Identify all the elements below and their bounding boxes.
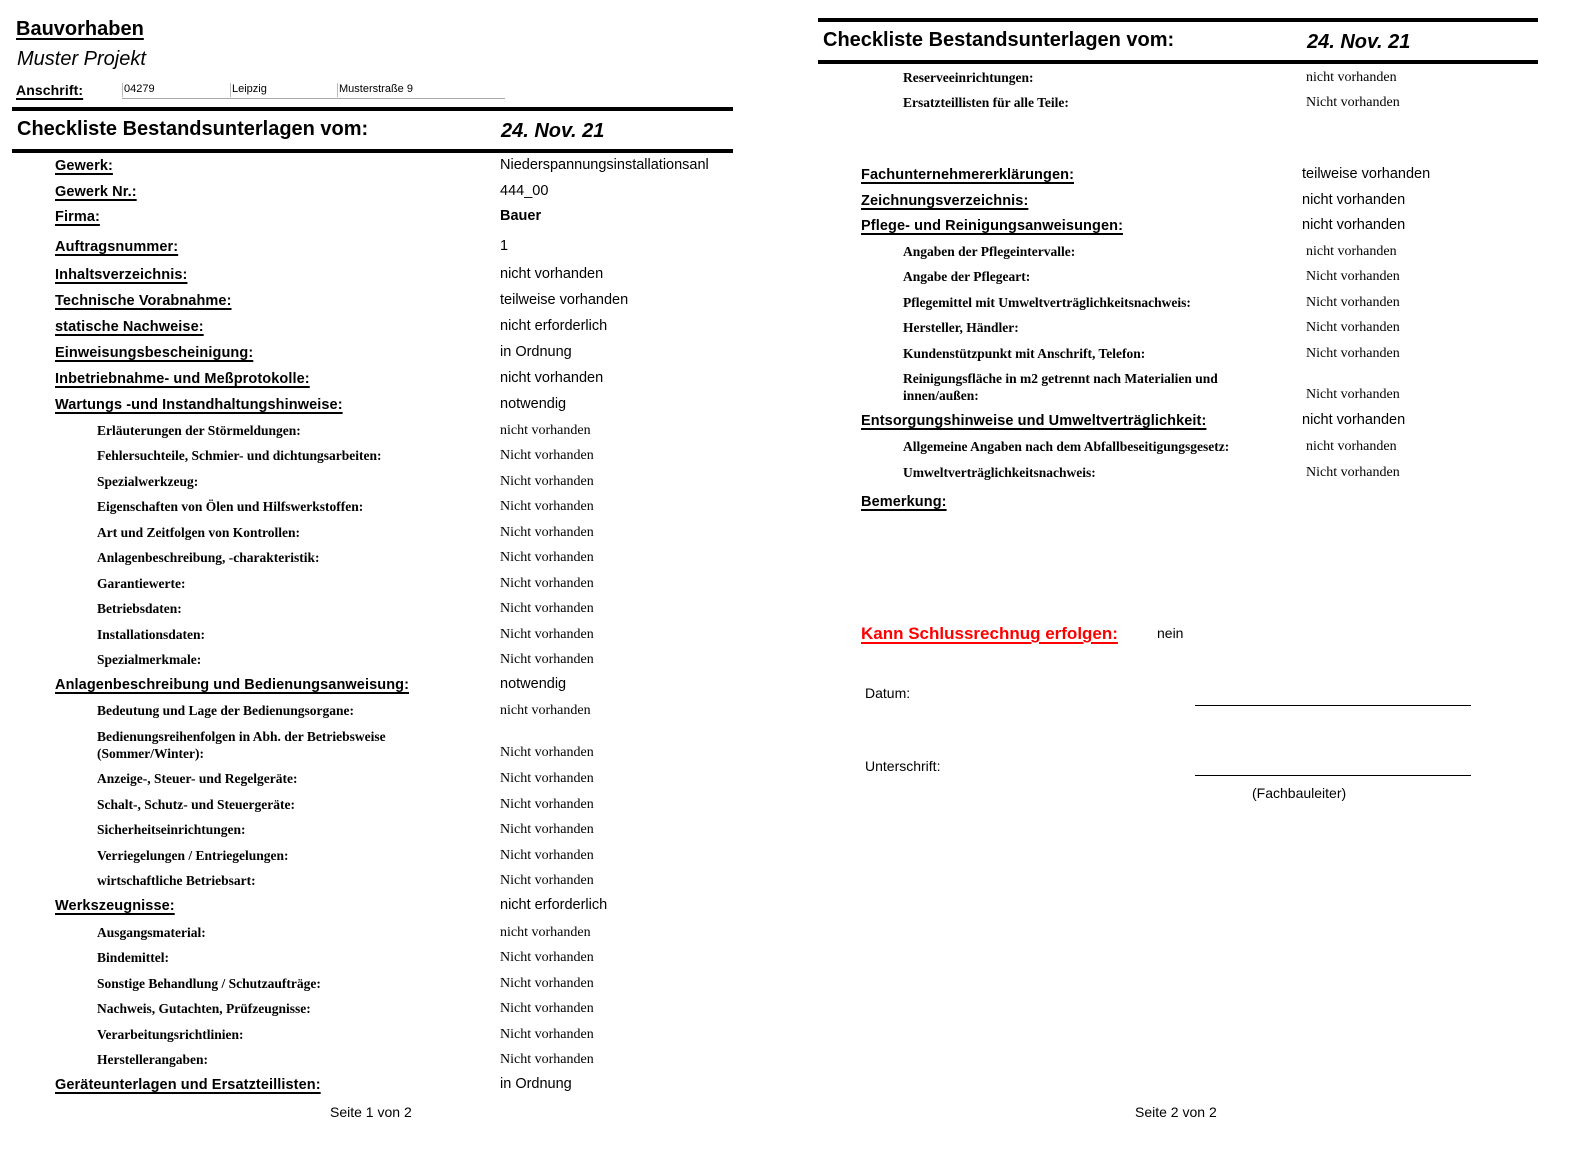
status-value: Nicht vorhanden xyxy=(500,950,594,965)
item-label: Schalt-, Schutz- und Steuergeräte: xyxy=(97,797,295,812)
item-label: Angaben der Pflegeintervalle: xyxy=(903,244,1076,259)
item-label: Verriegelungen / Entriegelungen: xyxy=(97,848,289,863)
final-invoice-value: nein xyxy=(1157,625,1184,641)
item-label: Eigenschaften von Ölen und Hilfswerkstoffen: xyxy=(97,499,364,514)
status-value: nicht vorhanden xyxy=(500,266,604,282)
status-value: nicht vorhanden xyxy=(1302,217,1406,233)
status-value: nicht vorhanden xyxy=(1302,412,1406,428)
header-rule-top xyxy=(12,107,733,111)
status-value: in Ordnung xyxy=(500,344,572,360)
status-value: Nicht vorhanden xyxy=(500,474,594,489)
header-rule-top xyxy=(818,18,1538,22)
address-label: Anschrift: xyxy=(16,82,84,98)
date-line[interactable] xyxy=(1195,705,1471,706)
item-label: Garantiewerte: xyxy=(97,576,186,591)
item-label: Kundenstützpunkt mit Anschrift, Telefon: xyxy=(903,346,1146,361)
item-label: Verarbeitungsrichtlinien: xyxy=(97,1027,244,1042)
status-value: Nicht vorhanden xyxy=(1306,295,1400,310)
checklist-date: 24. Nov. 21 xyxy=(501,120,605,142)
item-label: Angabe der Pflegeart: xyxy=(903,269,1031,284)
status-value: Nicht vorhanden xyxy=(1306,320,1400,335)
status-value: Nicht vorhanden xyxy=(500,1027,594,1042)
section-label: Auftragsnummer: xyxy=(55,239,179,255)
status-value: nicht erforderlich xyxy=(500,897,608,913)
status-value: nicht erforderlich xyxy=(500,318,608,334)
status-value: Bauer xyxy=(500,208,542,224)
item-label: Installationsdaten: xyxy=(97,627,206,642)
page-footer: Seite 2 von 2 xyxy=(1135,1104,1217,1120)
item-label: Umweltverträglichkeitsnachweis: xyxy=(903,465,1096,480)
address-city: Leipzig xyxy=(232,83,267,95)
status-value: Niederspannungsinstallationsanl xyxy=(500,157,709,173)
status-value: nicht vorhanden xyxy=(1302,192,1406,208)
status-value: nicht vorhanden xyxy=(500,370,604,386)
status-value: Nicht vorhanden xyxy=(500,627,594,642)
section-label: Anlagenbeschreibung und Bedienungsanweisung: xyxy=(55,677,410,693)
status-value: Nicht vorhanden xyxy=(500,1052,594,1067)
status-value: nicht vorhanden xyxy=(500,925,591,940)
checklist-title: Checkliste Bestandsunterlagen vom: xyxy=(17,118,369,140)
item-label: Spezialwerkzeug: xyxy=(97,474,199,489)
section-label: Firma: xyxy=(55,209,100,225)
header-rule-bottom xyxy=(818,60,1538,64)
signature-role: (Fachbauleiter) xyxy=(1252,785,1347,801)
signature-line[interactable] xyxy=(1195,775,1471,776)
item-label: Art und Zeitfolgen von Kontrollen: xyxy=(97,525,301,540)
item-label: Sicherheitseinrichtungen: xyxy=(97,822,246,837)
item-label: Bindemittel: xyxy=(97,950,169,965)
date-label: Datum: xyxy=(865,685,911,701)
item-label: Allgemeine Angaben nach dem Abfallbeseitigungsgesetz: xyxy=(903,439,1230,454)
status-value: Nicht vorhanden xyxy=(500,576,594,591)
status-value: Nicht vorhanden xyxy=(500,873,594,888)
item-label: Spezialmerkmale: xyxy=(97,652,202,667)
status-value: Nicht vorhanden xyxy=(1306,269,1400,284)
section-label: Inhaltsverzeichnis: xyxy=(55,267,188,283)
status-value: Nicht vorhanden xyxy=(500,652,594,667)
status-value: notwendig xyxy=(500,676,567,692)
section-label: Fachunternehmererklärungen: xyxy=(861,167,1074,183)
status-value: Nicht vorhanden xyxy=(1306,465,1400,480)
section-label: Gewerk: xyxy=(55,158,113,174)
status-value: nicht vorhanden xyxy=(500,703,591,718)
status-value: Nicht vorhanden xyxy=(500,448,594,463)
item-label: Hersteller, Händler: xyxy=(903,320,1019,335)
header-rule-bottom xyxy=(12,149,733,153)
section-label: Wartungs -und Instandhaltungshinweise: xyxy=(55,397,343,413)
address-street: Musterstraße 9 xyxy=(339,83,413,95)
item-label-continued: innen/außen: xyxy=(903,388,979,403)
item-label: Erläuterungen der Störmeldungen: xyxy=(97,423,301,438)
item-label: Bedeutung und Lage der Bedienungsorgane: xyxy=(97,703,355,718)
section-label: Pflege- und Reinigungsanweisungen: xyxy=(861,218,1123,234)
status-value: nicht vorhanden xyxy=(1306,70,1397,85)
item-label: Betriebsdaten: xyxy=(97,601,182,616)
final-invoice-label: Kann Schlussrechnug erfolgen: xyxy=(861,624,1118,643)
status-value: Nicht vorhanden xyxy=(500,797,594,812)
item-label: Herstellerangaben: xyxy=(97,1052,208,1067)
item-label: Fehlersuchteile, Schmier- und dichtungsarbeiten: xyxy=(97,448,382,463)
section-label: Technische Vorabnahme: xyxy=(55,293,232,309)
status-value: Nicht vorhanden xyxy=(1306,95,1400,110)
section-label: Entsorgungshinweise und Umweltverträglichkeit: xyxy=(861,413,1207,429)
status-value: Nicht vorhanden xyxy=(500,848,594,863)
item-label: Ersatzteillisten für alle Teile: xyxy=(903,95,1069,110)
status-value: nicht vorhanden xyxy=(1306,439,1397,454)
section-label: Werkszeugnisse: xyxy=(55,898,175,914)
status-value: Nicht vorhanden xyxy=(500,771,594,786)
status-value: Nicht vorhanden xyxy=(500,499,594,514)
status-value: Nicht vorhanden xyxy=(500,601,594,616)
address-zip: 04279 xyxy=(124,83,155,95)
item-label: wirtschaftliche Betriebsart: xyxy=(97,873,256,888)
status-value: teilweise vorhanden xyxy=(500,292,629,308)
checklist-date: 24. Nov. 21 xyxy=(1307,31,1411,53)
checklist-title: Checkliste Bestandsunterlagen vom: xyxy=(823,29,1175,51)
item-label: Bedienungsreihenfolgen in Abh. der Betriebsweise xyxy=(97,729,386,744)
item-label: Sonstige Behandlung / Schutzaufträge: xyxy=(97,976,321,991)
item-label: Reserveeinrichtungen: xyxy=(903,70,1034,85)
status-value: Nicht vorhanden xyxy=(500,822,594,837)
status-value: 1 xyxy=(500,238,509,254)
item-label: Nachweis, Gutachten, Prüfzeugnisse: xyxy=(97,1001,311,1016)
item-label: Pflegemittel mit Umweltverträglichkeitsnachweis: xyxy=(903,295,1191,310)
address-field xyxy=(122,83,505,99)
status-value: 444_00 xyxy=(500,183,549,199)
status-value: Nicht vorhanden xyxy=(500,745,594,760)
section-label: Geräteunterlagen und Ersatzteillisten: xyxy=(55,1077,321,1093)
status-value: Nicht vorhanden xyxy=(1306,346,1400,361)
item-label: Ausgangsmaterial: xyxy=(97,925,206,940)
status-value: Nicht vorhanden xyxy=(500,525,594,540)
page-footer: Seite 1 von 2 xyxy=(330,1104,412,1120)
status-value: Nicht vorhanden xyxy=(1306,387,1400,402)
status-value: Nicht vorhanden xyxy=(500,1001,594,1016)
status-value: teilweise vorhanden xyxy=(1302,166,1431,182)
section-label: statische Nachweise: xyxy=(55,319,204,335)
section-label: Zeichnungsverzeichnis: xyxy=(861,193,1029,209)
status-value: nicht vorhanden xyxy=(500,423,591,438)
item-label: Anzeige-, Steuer- und Regelgeräte: xyxy=(97,771,298,786)
section-label: Bemerkung: xyxy=(861,494,947,510)
status-value: Nicht vorhanden xyxy=(500,550,594,565)
section-label: Inbetriebnahme- und Meßprotokolle: xyxy=(55,371,310,387)
status-value: in Ordnung xyxy=(500,1076,572,1092)
item-label: Anlagenbeschreibung, -charakteristik: xyxy=(97,550,320,565)
section-label: Einweisungsbescheinigung: xyxy=(55,345,254,361)
item-label-continued: (Sommer/Winter): xyxy=(97,746,204,761)
status-value: nicht vorhanden xyxy=(1306,244,1397,259)
project-heading: Bauvorhaben xyxy=(16,18,144,40)
status-value: notwendig xyxy=(500,396,567,412)
status-value: Nicht vorhanden xyxy=(500,976,594,991)
signature-label: Unterschrift: xyxy=(865,758,941,774)
section-label: Gewerk Nr.: xyxy=(55,184,137,200)
project-name: Muster Projekt xyxy=(17,48,146,70)
item-label: Reinigungsfläche in m2 getrennt nach Materialien und xyxy=(903,371,1218,386)
